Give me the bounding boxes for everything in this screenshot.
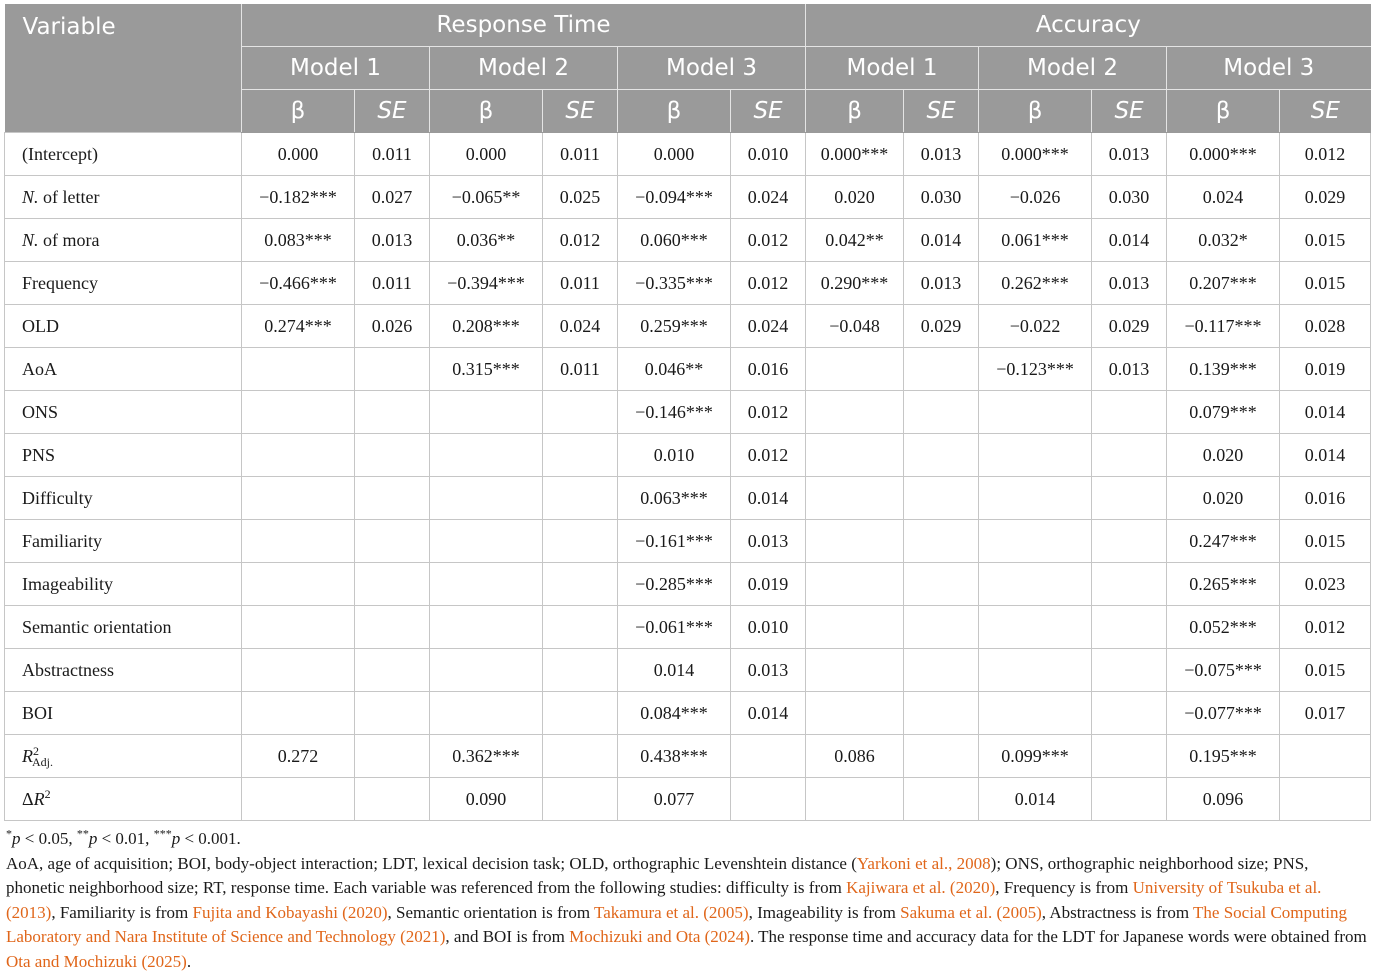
- se-cell: 0.013: [1092, 348, 1167, 391]
- beta-cell: −0.335***: [618, 262, 731, 305]
- beta-cell: −0.161***: [618, 520, 731, 563]
- beta-cell: [979, 477, 1092, 520]
- se-cell: 0.029: [904, 305, 979, 348]
- se-cell: [1092, 520, 1167, 563]
- se-cell: [355, 477, 430, 520]
- header-beta: β: [979, 90, 1092, 133]
- beta-cell: 0.020: [1167, 434, 1280, 477]
- row-label: Difficulty: [5, 477, 242, 520]
- se-cell: 0.012: [731, 391, 806, 434]
- se-cell: 0.026: [355, 305, 430, 348]
- se-cell: [543, 563, 618, 606]
- beta-cell: [979, 434, 1092, 477]
- header-variable: Variable: [5, 4, 242, 133]
- reference-link[interactable]: Sakuma et al. (2005): [900, 902, 1042, 922]
- beta-cell: [979, 563, 1092, 606]
- se-cell: 0.013: [731, 649, 806, 692]
- footnote-text: < 0.01,: [97, 829, 154, 848]
- beta-cell: 0.024: [1167, 176, 1280, 219]
- beta-cell: 0.208***: [430, 305, 543, 348]
- se-cell: [1092, 563, 1167, 606]
- se-cell: 0.011: [543, 133, 618, 176]
- row-label: PNS: [5, 434, 242, 477]
- beta-cell: [242, 434, 355, 477]
- beta-cell: 0.000***: [1167, 133, 1280, 176]
- row-label: Familiarity: [5, 520, 242, 563]
- se-cell: [904, 778, 979, 821]
- beta-cell: 0.315***: [430, 348, 543, 391]
- beta-cell: 0.079***: [1167, 391, 1280, 434]
- row-label: Abstractness: [5, 649, 242, 692]
- beta-cell: [242, 348, 355, 391]
- se-cell: [1092, 649, 1167, 692]
- se-cell: [543, 391, 618, 434]
- se-cell: [1280, 778, 1371, 821]
- table-row: [5, 778, 1371, 821]
- table-row: [5, 262, 1371, 305]
- beta-cell: [979, 520, 1092, 563]
- beta-cell: 0.052***: [1167, 606, 1280, 649]
- se-cell: [355, 778, 430, 821]
- beta-cell: 0.265***: [1167, 563, 1280, 606]
- beta-cell: [806, 606, 904, 649]
- se-cell: 0.014: [1280, 391, 1371, 434]
- se-cell: 0.015: [1280, 262, 1371, 305]
- footnote-text: **: [76, 826, 89, 841]
- row-label: (Intercept): [5, 133, 242, 176]
- table-row: [5, 219, 1371, 262]
- beta-cell: 0.042**: [806, 219, 904, 262]
- beta-cell: −0.094***: [618, 176, 731, 219]
- se-cell: 0.013: [355, 219, 430, 262]
- se-cell: [543, 649, 618, 692]
- beta-cell: 0.274***: [242, 305, 355, 348]
- footnote-text: , Imageability is from: [748, 902, 901, 922]
- se-cell: 0.012: [1280, 606, 1371, 649]
- se-cell: [731, 735, 806, 778]
- beta-cell: 0.077: [618, 778, 731, 821]
- se-cell: [355, 348, 430, 391]
- beta-cell: [806, 649, 904, 692]
- se-cell: 0.013: [904, 133, 979, 176]
- beta-cell: [430, 606, 543, 649]
- row-label: Imageability: [5, 563, 242, 606]
- se-cell: [543, 434, 618, 477]
- header-beta: β: [430, 90, 543, 133]
- footnote-text: .: [186, 951, 192, 971]
- reference-link[interactable]: Mochizuki and Ota (2024): [569, 927, 750, 946]
- se-cell: [1092, 692, 1167, 735]
- beta-cell: 0.290***: [806, 262, 904, 305]
- beta-cell: [806, 692, 904, 735]
- footnote-text: , Semantic orientation is from: [387, 902, 594, 922]
- se-cell: [355, 735, 430, 778]
- se-cell: 0.011: [355, 262, 430, 305]
- se-cell: 0.012: [731, 434, 806, 477]
- se-cell: 0.012: [731, 262, 806, 305]
- beta-cell: −0.182***: [242, 176, 355, 219]
- reference-link[interactable]: Fujita and Kobayashi (2020): [192, 902, 388, 922]
- beta-cell: 0.000: [242, 133, 355, 176]
- reference-link[interactable]: Takamura et al. (2005): [594, 902, 749, 922]
- table-footnotes: [4, 827, 1370, 974]
- header-beta: β: [618, 90, 731, 133]
- beta-cell: [806, 563, 904, 606]
- se-cell: 0.025: [543, 176, 618, 219]
- beta-cell: 0.000: [430, 133, 543, 176]
- header-rt-model-3: Model 3: [618, 47, 806, 90]
- footnote-text: , Familiarity is from: [51, 902, 193, 922]
- se-cell: [355, 649, 430, 692]
- abbreviation-note: [6, 852, 1370, 975]
- table-row: [5, 692, 1371, 735]
- se-cell: [904, 649, 979, 692]
- se-cell: 0.015: [1280, 219, 1371, 262]
- footnote-text: < 0.05,: [20, 829, 77, 848]
- beta-cell: [806, 778, 904, 821]
- beta-cell: 0.247***: [1167, 520, 1280, 563]
- se-cell: [355, 520, 430, 563]
- header-beta: β: [806, 90, 904, 133]
- row-label: BOI: [5, 692, 242, 735]
- se-cell: 0.014: [1280, 434, 1371, 477]
- se-cell: [904, 348, 979, 391]
- se-cell: [355, 434, 430, 477]
- footnote-text: ); ONS, orthographic neighborhood size; PNS, phonetic neighborhood size; RT, response time. Each variable was referenced from the following studies: difficulty is from: [6, 853, 1309, 897]
- regression-table: [4, 4, 1371, 821]
- se-cell: 0.016: [731, 348, 806, 391]
- footnote-text: p: [88, 829, 98, 848]
- beta-cell: 0.014: [618, 649, 731, 692]
- beta-cell: 0.010: [618, 434, 731, 477]
- table-row: [5, 735, 1371, 778]
- reference-link[interactable]: University of Tsukuba et al. (2013): [6, 878, 1322, 922]
- se-cell: 0.030: [1092, 176, 1167, 219]
- beta-cell: [806, 520, 904, 563]
- se-cell: 0.017: [1280, 692, 1371, 735]
- header-beta: β: [1167, 90, 1280, 133]
- header-se: SE: [904, 90, 979, 133]
- header-se: SE: [1280, 90, 1371, 133]
- beta-cell: [979, 692, 1092, 735]
- se-cell: 0.011: [543, 262, 618, 305]
- se-cell: 0.013: [904, 262, 979, 305]
- beta-cell: 0.063***: [618, 477, 731, 520]
- beta-cell: −0.075***: [1167, 649, 1280, 692]
- header-se: SE: [543, 90, 618, 133]
- beta-cell: 0.084***: [618, 692, 731, 735]
- se-cell: [1092, 735, 1167, 778]
- beta-cell: −0.077***: [1167, 692, 1280, 735]
- table-row: [5, 477, 1371, 520]
- se-cell: 0.016: [1280, 477, 1371, 520]
- beta-cell: [979, 649, 1092, 692]
- beta-cell: [430, 434, 543, 477]
- se-cell: 0.013: [731, 520, 806, 563]
- beta-cell: −0.065**: [430, 176, 543, 219]
- beta-cell: 0.000***: [979, 133, 1092, 176]
- beta-cell: 0.086: [806, 735, 904, 778]
- beta-cell: [979, 606, 1092, 649]
- reference-link[interactable]: The Social Computing Laboratory and Nara Institute of Science and Technology (2021): [6, 902, 1347, 946]
- se-cell: [731, 778, 806, 821]
- se-cell: 0.014: [1092, 219, 1167, 262]
- row-label: $R^2_{Adj.}$: [5, 735, 242, 778]
- regression-table-container: [4, 4, 1370, 974]
- beta-cell: 0.139***: [1167, 348, 1280, 391]
- beta-cell: [979, 391, 1092, 434]
- header-rt-model-1: Model 1: [242, 47, 430, 90]
- se-cell: 0.030: [904, 176, 979, 219]
- significance-note: [6, 827, 1370, 852]
- se-cell: 0.024: [731, 176, 806, 219]
- beta-cell: 0.099***: [979, 735, 1092, 778]
- table-row: [5, 606, 1371, 649]
- row-label: N. of letter: [5, 176, 242, 219]
- se-cell: 0.010: [731, 133, 806, 176]
- se-cell: 0.019: [731, 563, 806, 606]
- beta-cell: [242, 391, 355, 434]
- header-se: SE: [355, 90, 430, 133]
- beta-cell: 0.000***: [806, 133, 904, 176]
- se-cell: 0.012: [731, 219, 806, 262]
- table-row: [5, 391, 1371, 434]
- se-cell: [1280, 735, 1371, 778]
- beta-cell: −0.026: [979, 176, 1092, 219]
- table-row: [5, 520, 1371, 563]
- footnote-text: *: [6, 826, 12, 841]
- beta-cell: [242, 606, 355, 649]
- se-cell: [904, 391, 979, 434]
- se-cell: [355, 692, 430, 735]
- reference-link[interactable]: Kajiwara et al. (2020): [846, 878, 996, 897]
- footnote-text: AoA, age of acquisition; BOI, body-object interaction; LDT, lexical decision task; OLD, orthographic Levenshtein distance (: [6, 853, 857, 873]
- row-label: Frequency: [5, 262, 242, 305]
- se-cell: 0.024: [543, 305, 618, 348]
- se-cell: [1092, 434, 1167, 477]
- beta-cell: [806, 348, 904, 391]
- beta-cell: 0.083***: [242, 219, 355, 262]
- row-label: ONS: [5, 391, 242, 434]
- header-response-time: Response Time: [242, 4, 806, 47]
- se-cell: 0.012: [543, 219, 618, 262]
- table-row: [5, 133, 1371, 176]
- se-cell: [904, 477, 979, 520]
- header-se: SE: [1092, 90, 1167, 133]
- header-beta: β: [242, 90, 355, 133]
- beta-cell: [806, 391, 904, 434]
- reference-link[interactable]: Ota and Mochizuki (2025): [6, 951, 187, 971]
- se-cell: [904, 520, 979, 563]
- beta-cell: [430, 563, 543, 606]
- beta-cell: [806, 434, 904, 477]
- se-cell: [543, 606, 618, 649]
- beta-cell: 0.061***: [979, 219, 1092, 262]
- beta-cell: −0.061***: [618, 606, 731, 649]
- se-cell: [904, 606, 979, 649]
- beta-cell: [430, 477, 543, 520]
- beta-cell: 0.060***: [618, 219, 731, 262]
- se-cell: [1092, 477, 1167, 520]
- beta-cell: −0.466***: [242, 262, 355, 305]
- beta-cell: 0.020: [806, 176, 904, 219]
- se-cell: 0.019: [1280, 348, 1371, 391]
- beta-cell: 0.438***: [618, 735, 731, 778]
- beta-cell: 0.000: [618, 133, 731, 176]
- beta-cell: [430, 520, 543, 563]
- header-accuracy: Accuracy: [806, 4, 1371, 47]
- header-acc-model-2: Model 2: [979, 47, 1167, 90]
- se-cell: 0.011: [355, 133, 430, 176]
- beta-cell: 0.195***: [1167, 735, 1280, 778]
- beta-cell: 0.020: [1167, 477, 1280, 520]
- se-cell: [904, 692, 979, 735]
- se-cell: 0.013: [1092, 262, 1167, 305]
- beta-cell: 0.036**: [430, 219, 543, 262]
- beta-cell: 0.096: [1167, 778, 1280, 821]
- se-cell: [1092, 778, 1167, 821]
- table-row: [5, 434, 1371, 477]
- se-cell: [904, 563, 979, 606]
- se-cell: 0.028: [1280, 305, 1371, 348]
- beta-cell: 0.046**: [618, 348, 731, 391]
- se-cell: [904, 735, 979, 778]
- footnote-text: < 0.001.: [180, 829, 241, 848]
- footnote-text: , Frequency is from: [995, 878, 1133, 897]
- table-row: [5, 305, 1371, 348]
- header-acc-model-1: Model 1: [806, 47, 979, 90]
- footnote-text: , Abstractness is from: [1041, 902, 1194, 922]
- beta-cell: [430, 649, 543, 692]
- beta-cell: [242, 778, 355, 821]
- table-header: [5, 4, 1371, 133]
- beta-cell: −0.146***: [618, 391, 731, 434]
- header-acc-model-3: Model 3: [1167, 47, 1371, 90]
- table-row: [5, 649, 1371, 692]
- se-cell: [543, 520, 618, 563]
- header-se: SE: [731, 90, 806, 133]
- beta-cell: 0.262***: [979, 262, 1092, 305]
- beta-cell: [806, 477, 904, 520]
- beta-cell: 0.259***: [618, 305, 731, 348]
- beta-cell: −0.117***: [1167, 305, 1280, 348]
- se-cell: [543, 692, 618, 735]
- row-label: OLD: [5, 305, 242, 348]
- beta-cell: 0.090: [430, 778, 543, 821]
- table-body: [5, 133, 1371, 821]
- header-rt-model-2: Model 2: [430, 47, 618, 90]
- se-cell: 0.029: [1092, 305, 1167, 348]
- footnote-text: p: [12, 829, 21, 848]
- footnote-text: . The response time and accuracy data for the LDT for Japanese words were obtained from: [749, 927, 1367, 946]
- beta-cell: −0.048: [806, 305, 904, 348]
- beta-cell: [242, 649, 355, 692]
- beta-cell: −0.394***: [430, 262, 543, 305]
- se-cell: 0.011: [543, 348, 618, 391]
- se-cell: [904, 434, 979, 477]
- beta-cell: 0.032*: [1167, 219, 1280, 262]
- beta-cell: [242, 692, 355, 735]
- se-cell: [1092, 391, 1167, 434]
- se-cell: [355, 606, 430, 649]
- beta-cell: 0.014: [979, 778, 1092, 821]
- footnote-text: ***: [153, 826, 172, 841]
- table-row: [5, 348, 1371, 391]
- table-row: [5, 563, 1371, 606]
- row-label: AoA: [5, 348, 242, 391]
- beta-cell: [242, 477, 355, 520]
- reference-link[interactable]: Yarkoni et al., 2008: [856, 853, 991, 873]
- beta-cell: 0.207***: [1167, 262, 1280, 305]
- beta-cell: 0.362***: [430, 735, 543, 778]
- beta-cell: [242, 563, 355, 606]
- se-cell: [1092, 606, 1167, 649]
- beta-cell: [430, 391, 543, 434]
- se-cell: [355, 391, 430, 434]
- se-cell: 0.023: [1280, 563, 1371, 606]
- footnote-text: , and BOI is from: [445, 927, 570, 946]
- se-cell: 0.029: [1280, 176, 1371, 219]
- se-cell: 0.015: [1280, 649, 1371, 692]
- beta-cell: −0.123***: [979, 348, 1092, 391]
- row-label: $\Delta R^2$: [5, 778, 242, 821]
- row-label: Semantic orientation: [5, 606, 242, 649]
- beta-cell: [242, 520, 355, 563]
- se-cell: [543, 477, 618, 520]
- se-cell: 0.024: [731, 305, 806, 348]
- beta-cell: 0.272: [242, 735, 355, 778]
- footnote-text: p: [171, 829, 181, 848]
- se-cell: 0.014: [904, 219, 979, 262]
- beta-cell: [430, 692, 543, 735]
- se-cell: 0.010: [731, 606, 806, 649]
- beta-cell: −0.285***: [618, 563, 731, 606]
- row-label: N. of mora: [5, 219, 242, 262]
- se-cell: 0.027: [355, 176, 430, 219]
- se-cell: [543, 778, 618, 821]
- table-row: [5, 176, 1371, 219]
- se-cell: 0.014: [731, 692, 806, 735]
- se-cell: 0.013: [1092, 133, 1167, 176]
- se-cell: 0.014: [731, 477, 806, 520]
- beta-cell: −0.022: [979, 305, 1092, 348]
- se-cell: 0.015: [1280, 520, 1371, 563]
- se-cell: [543, 735, 618, 778]
- se-cell: [355, 563, 430, 606]
- se-cell: 0.012: [1280, 133, 1371, 176]
